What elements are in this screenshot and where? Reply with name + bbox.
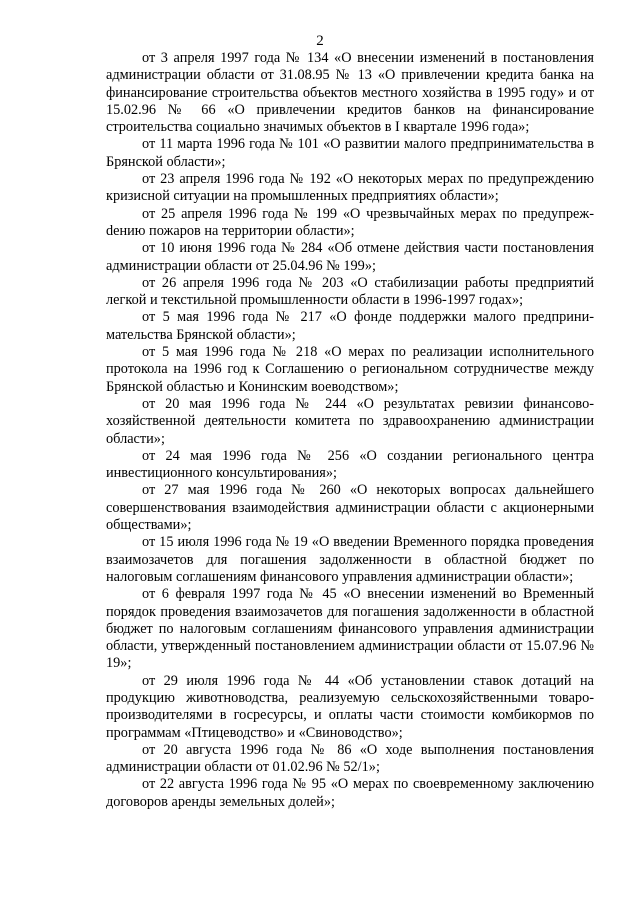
list-item: от 24 мая 1996 года № 256 «О создании регионального центра инвестиционного консультирования»;	[106, 447, 594, 482]
list-item: от 26 апреля 1996 года № 203 «О стабилизации работы предприятий легкой и текстильной промышленности области в 1996-1997 годах»;	[106, 274, 594, 309]
page-number: 2	[316, 33, 324, 49]
list-item: от 5 мая 1996 года № 218 «О мерах по реализации исполнительного протокола на 1996 год к Соглашению о региональном сотрудничестве между Брянской областью и Конинским воеводством»;	[106, 344, 594, 395]
list-item: от 6 февраля 1997 года № 45 «О внесении изменений во Временный порядок проведения взаимозачетов для погашения задолженности в областной бюджет по налоговым соглашениям финансового управления администрации области, утвержденный постановлением администрации области от 15.07.96 № 19»;	[106, 586, 594, 672]
list-item: от 25 апреля 1996 года № 199 «О чрезвычайных мерах по предупрежdению пожаров на территории области»;	[106, 205, 594, 239]
list-item: от 5 мая 1996 года № 217 «О фонде поддержки малого предпринимательства Брянской области»;	[106, 309, 594, 343]
list-item: от 20 мая 1996 года № 244 «О результатах ревизии финансово-хозяйственной деятельности комитета по здравоохранению администрации области»;	[106, 395, 594, 447]
list-item: от 20 августа 1996 года № 86 «О ходе выполнения постановления администрации области от 01.02.96 № 52/1»;	[106, 741, 594, 776]
list-item: от 27 мая 1996 года № 260 «О некоторых вопросах дальнейшего совершенствования взаимодействия администрации области с акционерными обществами»;	[106, 482, 594, 534]
list-item: от 10 июня 1996 года № 284 «Об отмене действия части постановления администрации области от 25.04.96 № 199»;	[106, 240, 594, 274]
document-body	[106, 50, 594, 811]
list-item: от 29 июля 1996 года № 44 «Об установлении ставок дотаций на продукцию животноводства, реализуемую сельскохозяйственными товаропроизводителями в госресурсы, и оплаты части стоимости комбикормов по программам «Птицеводство» и «Свиноводство»;	[106, 672, 594, 741]
list-item: от 22 августа 1996 года № 95 «О мерах по своевременному заключению договоров аренды земельных долей»;	[106, 776, 594, 810]
list-item: от 3 апреля 1997 года № 134 «О внесении изменений в постановления администрации области от 31.08.95 № 13 «О привлечении кредита банка на финансирование строительства объектов местного хозяйства в 1995 году» и от 15.02.96 № 66 «О привлечении кредитов банков на финансирование строительства социально значимых объектов в I квартале 1996 года»;	[106, 50, 594, 136]
list-item: от 15 июля 1996 года № 19 «О введении Временного порядка проведения взаимозачетов для погашения задолженности в областной бюджет по налоговым соглашениям финансового управления администрации области»;	[106, 534, 594, 585]
list-item: от 11 марта 1996 года № 101 «О развитии малого предпринимательства в Брянской области»;	[106, 136, 594, 170]
list-item: от 23 апреля 1996 года № 192 «О некоторых мерах по предупреждению кризисной ситуации на промышленных предприятиях области»;	[106, 171, 594, 205]
